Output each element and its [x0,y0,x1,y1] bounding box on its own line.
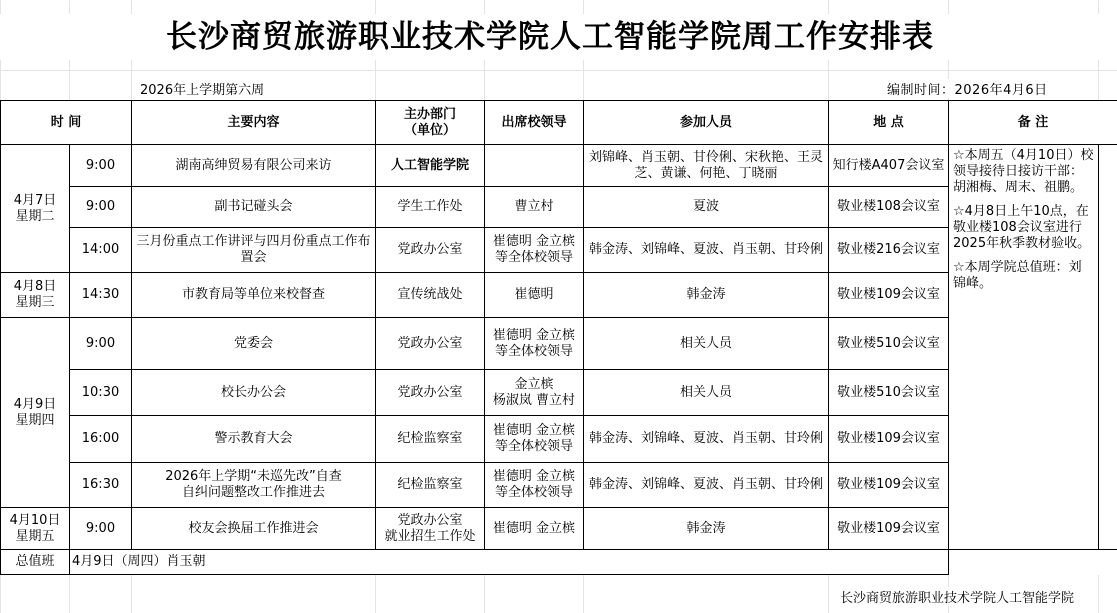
dept-cell: 宣传统战处 [376,273,485,318]
participants-cell: 韩金涛、刘锦峰、夏波、肖玉朝、甘玲俐 [584,228,829,273]
leader-cell: 崔德明 金立槟等全体校领导 [485,463,584,508]
header-location: 地 点 [829,101,949,145]
dept-cell: 纪检监察室 [376,463,485,508]
time-cell: 16:00 [70,416,132,463]
participants-cell: 韩金涛 [584,273,829,318]
content-cell: 湖南高绅贸易有限公司来访 [132,145,376,187]
dept-cell: 党政办公室 [376,370,485,416]
leader-cell: 崔德明 金立槟等全体校领导 [485,228,584,273]
dept-cell: 党政办公室 [376,318,485,370]
content-cell: 党委会 [132,318,376,370]
dept-cell: 学生工作处 [376,187,485,228]
participants-cell: 相关人员 [584,370,829,416]
leader-cell: 曹立村 [485,187,584,228]
location-cell: 敬业楼510会议室 [829,370,949,416]
day-cell: 4月10日 星期五 [1,508,70,550]
leader-cell: 崔德明 金立槟 [485,508,584,550]
compiled-time: 编制时间：2026年4月6日 [887,79,1048,98]
schedule-table [0,100,1117,575]
location-cell: 敬业楼216会议室 [829,228,949,273]
leader-cell [485,145,584,187]
content-cell: 校长办公会 [132,370,376,416]
remarks-spacer [1099,145,1117,550]
leader-cell: 崔德明 金立槟等全体校领导 [485,318,584,370]
duty-label: 总值班 [1,550,70,575]
header-remarks: 备 注 [949,101,1117,145]
time-cell: 16:30 [70,463,132,508]
remark-item: ☆本周学院总值班：刘锦峰。 [953,260,1082,291]
time-cell: 14:00 [70,228,132,273]
remarks-cell [949,145,1099,550]
content-cell: 三月份重点工作讲评与四月份重点工作布置会 [132,228,376,273]
dept-cell: 人工智能学院 [376,145,485,187]
remark-item: ☆4月8日上午10点，在敬业楼108会议室进行2025年秋季教材验收。 [953,204,1091,251]
day-cell: 4月8日 星期三 [1,273,70,318]
header-leader: 出席校领导 [485,101,584,145]
header-row [1,101,1117,145]
time-cell: 9:00 [70,508,132,550]
remark-item: ☆本周五（4月10日）校领导接待日接访干部：胡湘梅、周末、祖鹏。 [953,148,1094,195]
time-cell: 9:00 [70,145,132,187]
page-title: 长沙商贸旅游职业技术学院人工智能学院周工作安排表 [0,14,1100,60]
content-cell: 副书记碰头会 [132,187,376,228]
leader-cell: 崔德明 [485,273,584,318]
header-dept: 主办部门 （单位） [376,101,485,145]
participants-cell: 夏波 [584,187,829,228]
duty-empty [949,550,1117,575]
footer-organization: 长沙商贸旅游职业技术学院人工智能学院 [840,587,1074,606]
content-cell: 市教育局等单位来校督查 [132,273,376,318]
participants-cell: 韩金涛、刘锦峰、夏波、肖玉朝、甘玲俐 [584,416,829,463]
time-cell: 14:30 [70,273,132,318]
header-participants: 参加人员 [584,101,829,145]
location-cell: 敬业楼510会议室 [829,318,949,370]
semester-week: 2026年上学期第六周 [140,79,264,98]
location-cell: 敬业楼109会议室 [829,463,949,508]
duty-row [1,550,1117,575]
header-content: 主要内容 [132,101,376,145]
content-cell: 校友会换届工作推进会 [132,508,376,550]
leader-cell: 崔德明 金立槟等全体校领导 [485,416,584,463]
location-cell: 知行楼A407会议室 [829,145,949,187]
leader-cell: 金立槟 杨淑岚 曹立村 [485,370,584,416]
day-cell: 4月7日 星期二 [1,145,70,273]
location-cell: 敬业楼108会议室 [829,187,949,228]
participants-cell: 相关人员 [584,318,829,370]
day-cell: 4月9日 星期四 [1,318,70,508]
table-row [1,145,1117,187]
location-cell: 敬业楼109会议室 [829,508,949,550]
content-cell: 2026年上学期“未巡先改”自查 自纠问题整改工作推进去 [132,463,376,508]
dept-cell: 纪检监察室 [376,416,485,463]
dept-cell: 党政办公室 [376,228,485,273]
duty-value: 4月9日（周四）肖玉朝 [70,550,949,575]
header-time: 时 间 [1,101,132,145]
participants-cell: 刘锦峰、肖玉朝、甘伶俐、宋秋艳、王灵芝、黄谦、何艳、丁晓丽 [584,145,829,187]
time-cell: 10:30 [70,370,132,416]
participants-cell: 韩金涛 [584,508,829,550]
time-cell: 9:00 [70,187,132,228]
location-cell: 敬业楼109会议室 [829,273,949,318]
location-cell: 敬业楼109会议室 [829,416,949,463]
participants-cell: 韩金涛、刘锦峰、夏波、肖玉朝、甘玲俐 [584,463,829,508]
content-cell: 警示教育大会 [132,416,376,463]
time-cell: 9:00 [70,318,132,370]
dept-cell: 党政办公室 就业招生工作处 [376,508,485,550]
